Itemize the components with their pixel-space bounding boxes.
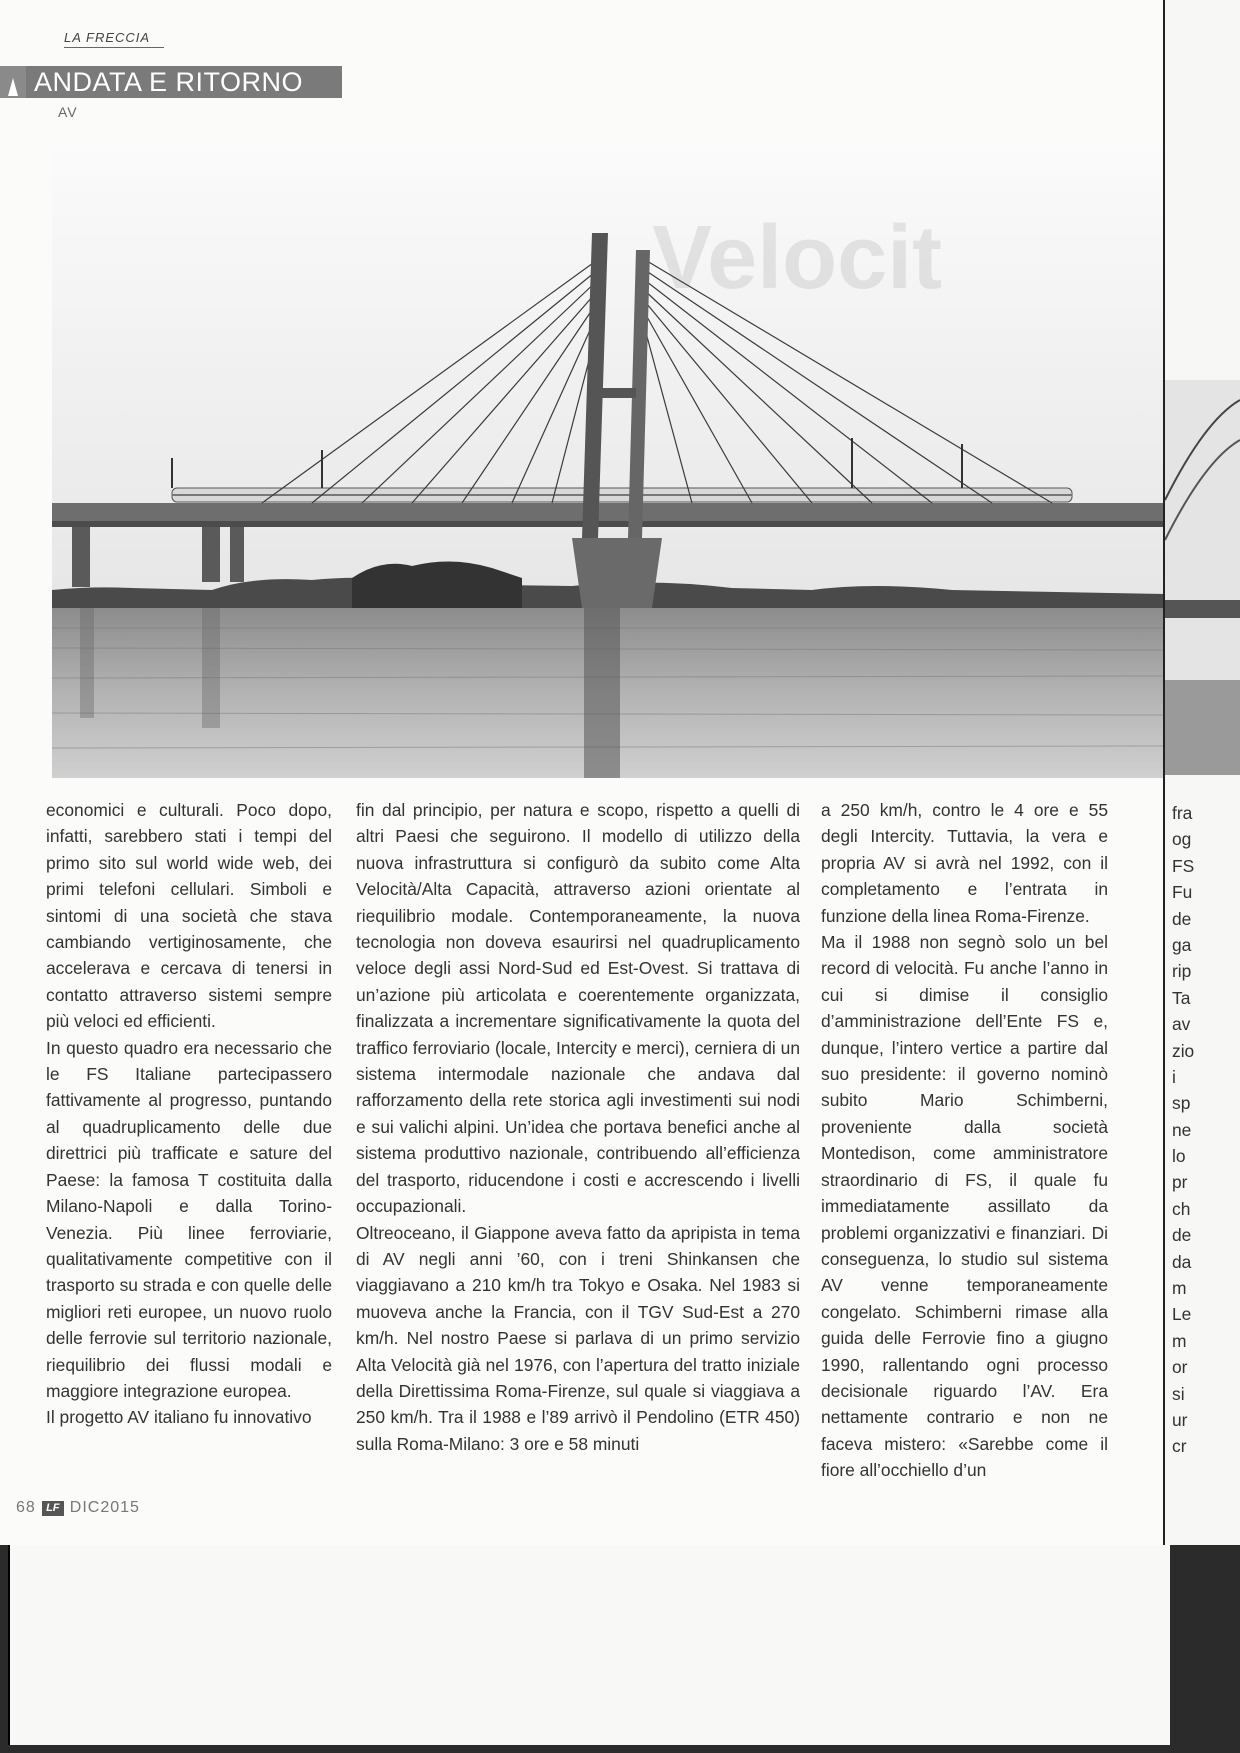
paragraph: fin dal principio, per natura e scopo, rispetto a quelli di altri Paesi che seguirono. Il modello di utilizzo della nuova infrastruttura si configurò da subito come Alta Velocità/Alta Capacità, attraverso azioni orientate al riequilibrio modale. Contemporaneamente, la nuova tecnologia non doveva esaurirsi nel quadruplicamento veloce degli assi Nord-Sud ed Est-Ovest. Si trattava di un’azione più articolata e coerentemente organizzata, finalizzata a incrementare significativamente la quota del traffico ferroviario (locale, Intercity e merci), cerniera di un sistema intermodale nazionale che andava dal rafforzamento della rete storica agli investimenti sui nodi e sui valichi alpini. Un’idea che portava benefici anche al sistema produttivo nazionale, contribuendo all’efficienza del trasporto, riducendone i costi e accrescendo i livelli occupazionali. — [356, 800, 800, 1217]
facing-page-photo — [1165, 380, 1240, 775]
scan-bottom-edge — [0, 1545, 1240, 1753]
text-fragment: de — [1172, 1225, 1192, 1246]
page-footer — [16, 1499, 140, 1517]
page-gutter — [1163, 0, 1165, 1545]
text-fragment: or — [1172, 1357, 1188, 1378]
text-fragment: Le — [1172, 1304, 1192, 1325]
text-fragment: ch — [1172, 1198, 1191, 1219]
text-fragment: Ta — [1172, 987, 1191, 1008]
bridge-photo — [52, 138, 1165, 778]
text-fragment: og — [1172, 829, 1192, 850]
magazine-logo: LF — [42, 1501, 64, 1516]
text-fragment: fra — [1172, 803, 1193, 823]
paragraph: In questo quadro era necessario che le FS Italiane partecipassero fattivamente al progresso, puntando al quadruplicamento delle due direttrici più trafficate e sature del Paese: la famosa T costituita dalla Milano-Napoli e dalla Torino-Venezia. Più linee ferroviarie, qualitativamente competitive con il trasporto su strada e con quelle delle migliori reti europee, un nuovo ruolo delle ferrovie sul territorio nazionale, riequilibrio dei flussi modali e maggiore integrazione europea. — [46, 1037, 332, 1401]
text-fragment: ur — [1172, 1409, 1188, 1430]
article-column-1 — [46, 797, 332, 1431]
text-fragment: zio — [1172, 1040, 1195, 1061]
text-fragment: i — [1172, 1066, 1176, 1087]
article-body — [46, 797, 1116, 1481]
text-fragment: da — [1172, 1251, 1192, 1272]
text-fragment: rip — [1172, 961, 1192, 982]
text-fragment: ga — [1172, 934, 1192, 955]
article-column-2 — [356, 797, 800, 1457]
text-fragment: Fu — [1172, 882, 1193, 903]
text-fragment: m — [1172, 1330, 1187, 1351]
magazine-name: LA FRECCIA — [64, 30, 151, 45]
section-header — [0, 66, 342, 98]
text-fragment: pr — [1172, 1172, 1188, 1193]
text-fragment: si — [1172, 1383, 1185, 1404]
text-fragment: FS — [1172, 855, 1195, 876]
text-fragment: av — [1172, 1014, 1191, 1035]
text-fragment: lo — [1172, 1146, 1186, 1167]
paragraph: economici e culturali. Poco dopo, infatti, sarebbero stati i tempi del primo sito sul world wide web, dei primi telefoni cellulari. Simboli e sintomi di una società che stava cambiando vertiginosamente, che accelerava e cercava di tenersi in contatto attraverso sistemi sempre più veloci ed efficienti. — [46, 800, 332, 1032]
train-marker-icon — [0, 66, 26, 98]
paragraph: Il progetto AV italiano fu innovativo — [46, 1407, 312, 1428]
facing-page-text — [1172, 800, 1222, 1460]
text-fragment: de — [1172, 908, 1192, 929]
paragraph: a 250 km/h, contro le 4 ore e 55 degli Intercity. Tuttavia, la vera e propria AV si avrà nel 1992, con il completamento e l’entrata in funzione della linea Roma-Firenze. — [821, 800, 1108, 926]
text-fragment: m — [1172, 1278, 1187, 1299]
svg-text:Velocit: Velocit — [652, 208, 943, 308]
issue-date: DIC2015 — [69, 1499, 140, 1516]
article-column-3 — [821, 797, 1108, 1484]
section-title: ANDATA E RITORNO — [34, 67, 304, 97]
paragraph: Ma il 1988 non segnò solo un bel record di velocità. Fu anche l’anno in cui si dimise il consiglio d’amministrazione dell’Ente FS e, dunque, l’intero vertice a partire dal suo presidente: il governo nominò subito Mario Schimberni, proveniente dalla società Montedison, come amministratore straordinario di FS, il quale fu immediatamente assillato da problemi organizzativi e finanziari. Di conseguenza, lo studio sul sistema AV venne temporaneamente congelato. Schimberni rimase alla guida delle Ferrovie fino a giugno 1990, rallentando ogni processo decisionale riguardo l’AV. Era nettamente contrario e non ne faceva mistero: «Sarebbe come il fiore all’occhiello d’un — [821, 932, 1108, 1481]
page-number: 68 — [16, 1499, 36, 1516]
paragraph: Oltreoceano, il Giappone aveva fatto da apripista in tema di AV negli anni ’60, con i treni Shinkansen che viaggiavano a 210 km/h tra Tokyo e Osaka. Nel 1983 si muoveva anche la Francia, con il TGV Sud-Est a 270 km/h. Nel nostro Paese si parlava di un primo servizio Alta Velocità già nel 1976, con l’apertura del tratto iniziale della Direttissima Roma-Firenze, sul quale si viaggiava a 250 km/h. Tra il 1988 e l’89 arrivò il Pendolino (ETR 450) sulla Roma-Milano: 3 ore e 58 minuti — [356, 1222, 800, 1454]
text-fragment: sp — [1172, 1093, 1191, 1114]
text-fragment: ne — [1172, 1119, 1192, 1140]
text-fragment: cr — [1172, 1436, 1187, 1457]
subsection-label: AV — [58, 104, 78, 120]
